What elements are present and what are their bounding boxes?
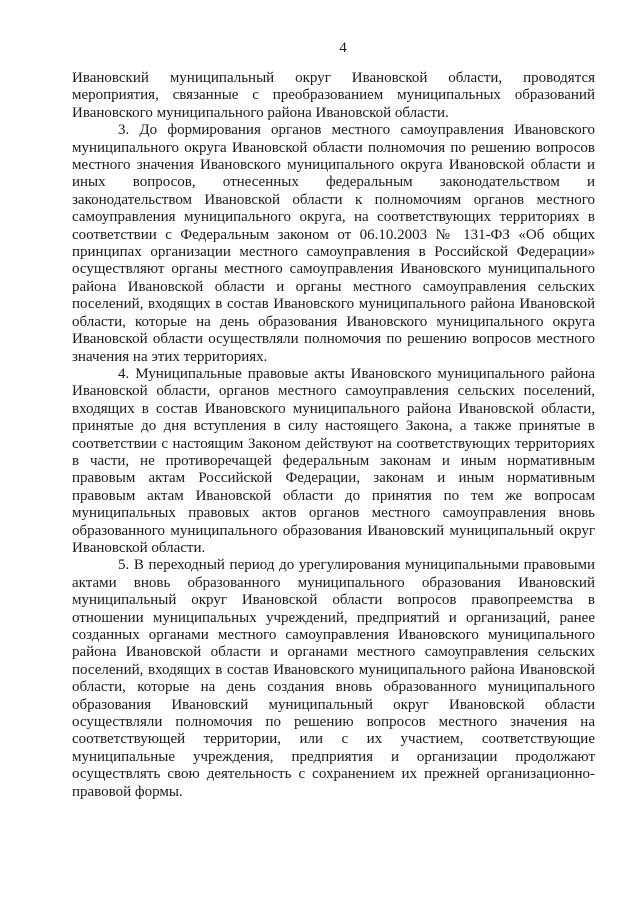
- paragraph-continuation: Ивановский муниципальный округ Ивановской области, проводятся мероприятия, связанные с преобразованием муниципальных образований Ивановского муниципального района Ивановской области.: [72, 70, 595, 121]
- paragraph-clause-4: 4. Муниципальные правовые акты Ивановского муниципального района Ивановской области, органов местного самоуправления сельских поселений, входящих в состав Ивановского муниципального района Ивановской области, принятые до дня вступления в силу настоящего Закона, а также принятые в соответствии с настоящим Законом действуют на соответствующих территориях в части, не противоречащей федеральным законам и иным нормативным правовым актам Российской Федерации, законам и иным нормативным правовым актам Ивановской области до принятия по тем же вопросам муниципальных правовых актов органов местного самоуправления вновь образованного муниципального образования Ивановский муниципальный округ Ивановской области.: [72, 365, 595, 556]
- paragraph-clause-5: 5. В переходный период до урегулирования муниципальными правовыми актами вновь образованного муниципального образования Ивановский муниципальный округ Ивановской области вопросов правопреемства в отношении муниципальных учреждений, предприятий и организаций, ранее созданных органами местного самоуправления Ивановского муниципального района Ивановской области и органами местного самоуправления сельских поселений, входящих в состав Ивановского муниципального района Ивановской области, которые на день создания вновь образованного муниципального образования Ивановский муниципальный округ Ивановской области осуществляли полномочия по решению вопросов местного значения на соответствующей территории, или с их участием, соответствующие муниципальные учреждения, предприятия и организации продолжают осуществлять свою деятельность с сохранением их прежней организационно-правовой формы.: [72, 557, 595, 800]
- page-number: 4: [339, 40, 347, 56]
- document-text-block: [72, 70, 595, 801]
- paragraph-clause-3: 3. До формирования органов местного самоуправления Ивановского муниципального округа Ивановской области полномочия по решению вопросов местного значения Ивановского муниципального округа Ивановской области и иных вопросов, отнесенных федеральным законодательством и законодательством Ивановской области к полномочиям органов местного самоуправления муниципального округа, на соответствующих территориях в соответствии с Федеральным законом от 06.10.2003 № 131-ФЗ «Об общих принципах организации местного самоуправления в Российской Федерации» осуществляют органы местного самоуправления Ивановского муниципального района Ивановской области и органы местного самоуправления сельских поселений, входящих в состав Ивановского муниципального района Ивановской области, которые на день образования Ивановского муниципального округа Ивановской области осуществляли полномочия по решению вопросов местного значения на этих территориях.: [72, 122, 595, 365]
